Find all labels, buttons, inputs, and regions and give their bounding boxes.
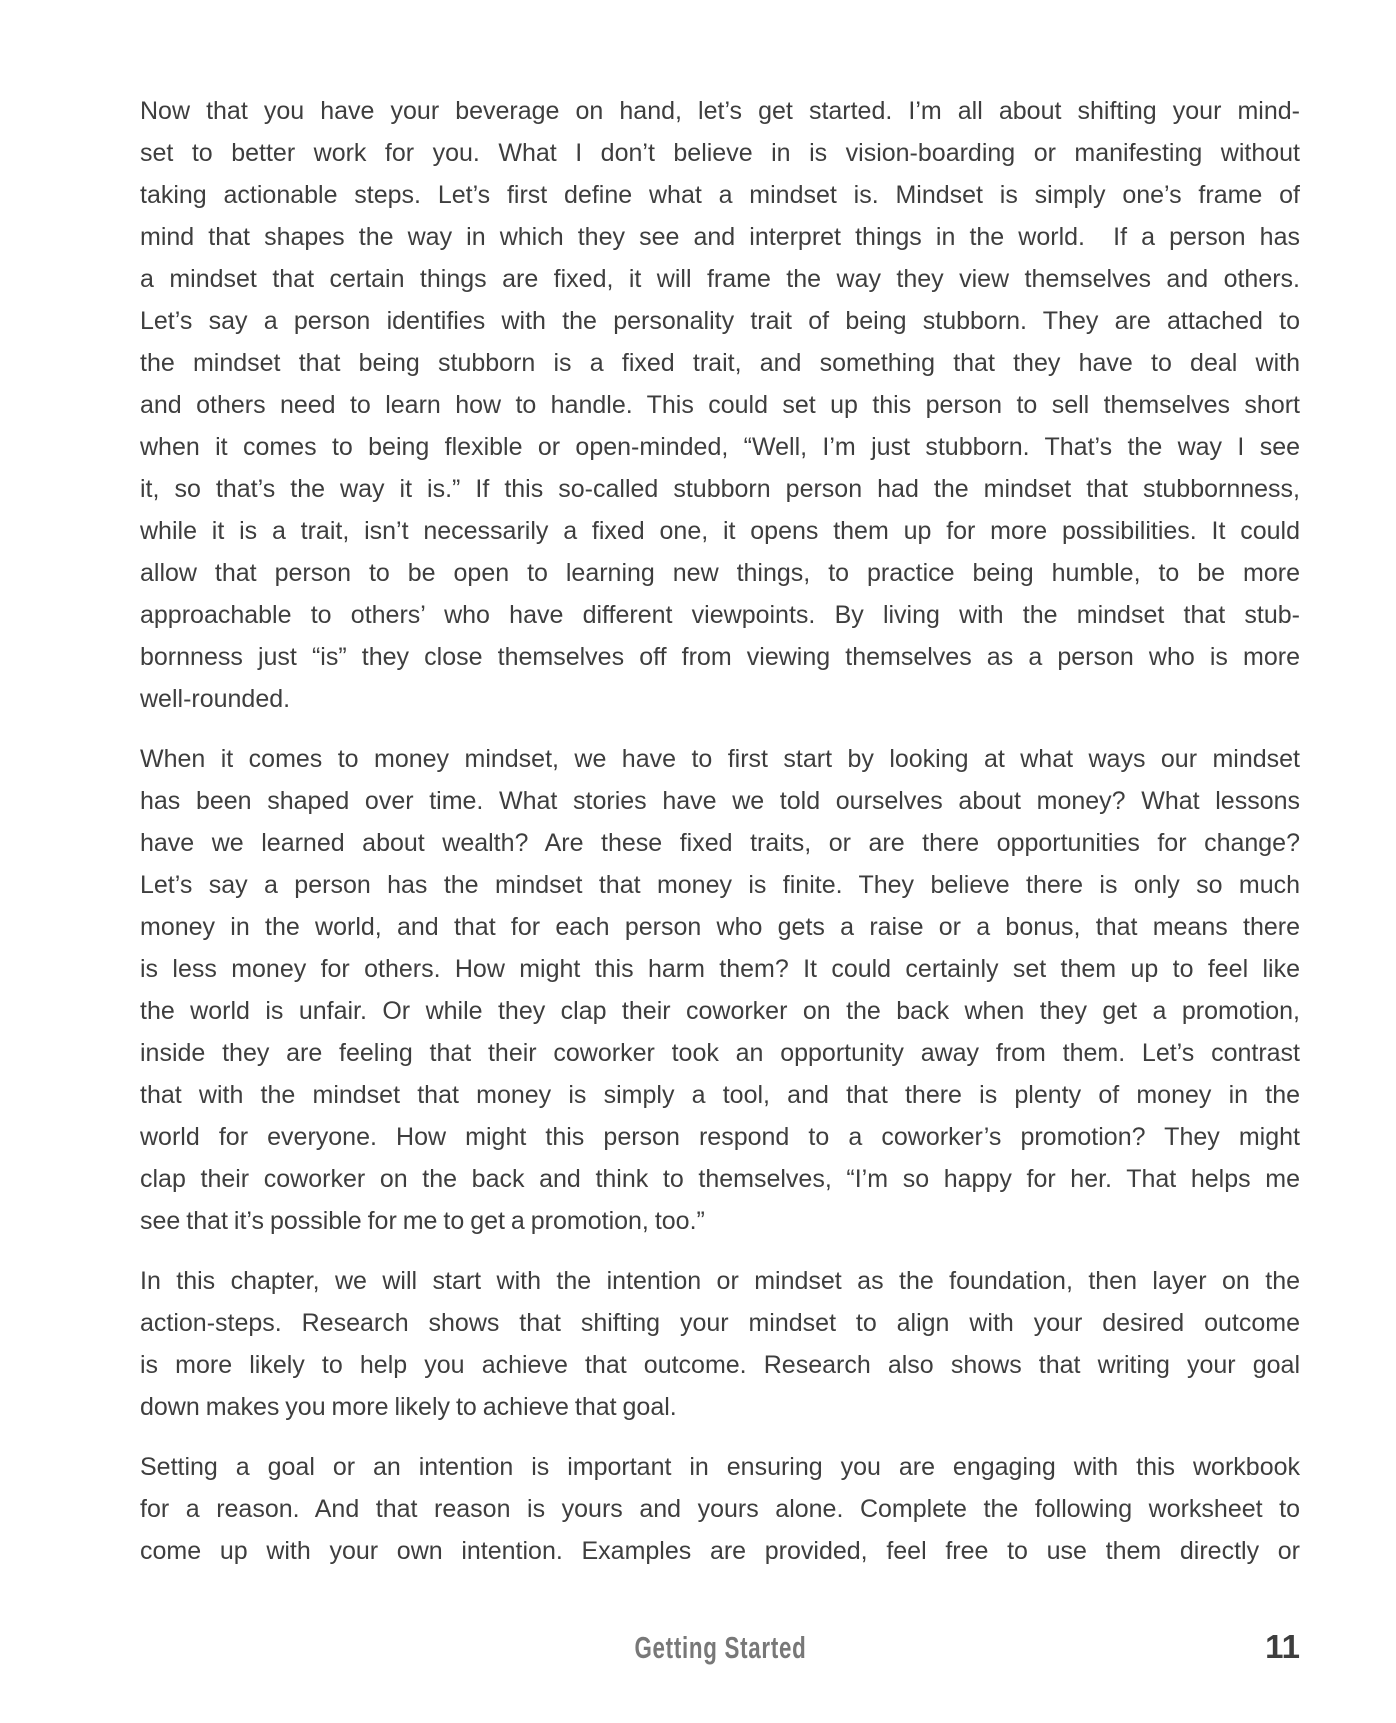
text-line: come up with your own intention. Examples are provided, feel free to use them directly or (140, 1537, 1300, 1565)
text-line: approachable to others’ who have different viewpoints. By living with the mindset that stub- (140, 601, 1300, 629)
text-line: when it comes to being flexible or open-minded, “Well, I’m just stubborn. That’s the way I see (140, 433, 1300, 461)
text-line: down makes you more likely to achieve that goal. (140, 1393, 677, 1421)
text-line: Let’s say a person identifies with the personality trait of being stubborn. They are attached to (140, 307, 1300, 335)
text-line: allow that person to be open to learning new things, to practice being humble, to be more (140, 559, 1300, 587)
text-line: set to better work for you. What I don’t believe in is vision-boarding or manifesting without (140, 139, 1300, 167)
text-line: and others need to learn how to handle. This could set up this person to sell themselves short (140, 391, 1300, 419)
text-line: is less money for others. How might this harm them? It could certainly set them up to feel like (140, 955, 1300, 983)
paragraph (140, 90, 1300, 720)
text-line: well-rounded. (140, 685, 291, 713)
text-line: is more likely to help you achieve that outcome. Research also shows that writing your goal (140, 1351, 1300, 1379)
text-line: that with the mindset that money is simply a tool, and that there is plenty of money in the (140, 1081, 1300, 1109)
page-number: 11 (1265, 1628, 1300, 1665)
text-line: a mindset that certain things are fixed, it will frame the way they view themselves and others. (140, 265, 1300, 293)
text-line: bornness just “is” they close themselves off from viewing themselves as a person who is more (140, 643, 1300, 671)
paragraph (140, 1446, 1300, 1572)
text-line: the mindset that being stubborn is a fixed trait, and something that they have to deal with (140, 349, 1300, 377)
text-line: When it comes to money mindset, we have to first start by looking at what ways our mindset (140, 745, 1300, 773)
text-line: it, so that’s the way it is.” If this so-called stubborn person had the mindset that stubbornness, (140, 475, 1300, 503)
text-line: clap their coworker on the back and think to themselves, “I’m so happy for her. That helps me (140, 1165, 1300, 1193)
paragraph (140, 1260, 1300, 1428)
text-line: has been shaped over time. What stories have we told ourselves about money? What lessons (140, 787, 1300, 815)
text-line: see that it’s possible for me to get a promotion, too.” (140, 1207, 705, 1235)
text-line: the world is unfair. Or while they clap their coworker on the back when they get a promotion, (140, 997, 1300, 1025)
text-line: for a reason. And that reason is yours and yours alone. Complete the following worksheet to (140, 1495, 1300, 1523)
text-line: In this chapter, we will start with the intention or mindset as the foundation, then layer on the (140, 1267, 1300, 1295)
text-line: taking actionable steps. Let’s first define what a mindset is. Mindset is simply one’s frame of (140, 181, 1300, 209)
text-line: world for everyone. How might this person respond to a coworker’s promotion? They might (140, 1123, 1300, 1151)
chapter-title: Getting Started (633, 1630, 807, 1665)
text-line: Now that you have your beverage on hand, let’s get started. I’m all about shifting your mind- (140, 97, 1300, 125)
text-line: have we learned about wealth? Are these fixed traits, or are there opportunities for change? (140, 829, 1300, 857)
text-line: mind that shapes the way in which they see and interpret things in the world. If a person has (140, 223, 1300, 251)
text-line: while it is a trait, isn’t necessarily a fixed one, it opens them up for more possibilities. It could (140, 517, 1300, 545)
text-line: action-steps. Research shows that shifting your mindset to align with your desired outcome (140, 1309, 1300, 1337)
text-line: inside they are feeling that their coworker took an opportunity away from them. Let’s contrast (140, 1039, 1300, 1067)
text-line: money in the world, and that for each person who gets a raise or a bonus, that means there (140, 913, 1300, 941)
paragraph (140, 738, 1300, 1242)
text-line: Let’s say a person has the mindset that money is finite. They believe there is only so much (140, 871, 1300, 899)
text-line: Setting a goal or an intention is important in ensuring you are engaging with this workbook (140, 1453, 1300, 1481)
body-text (140, 90, 1300, 1590)
